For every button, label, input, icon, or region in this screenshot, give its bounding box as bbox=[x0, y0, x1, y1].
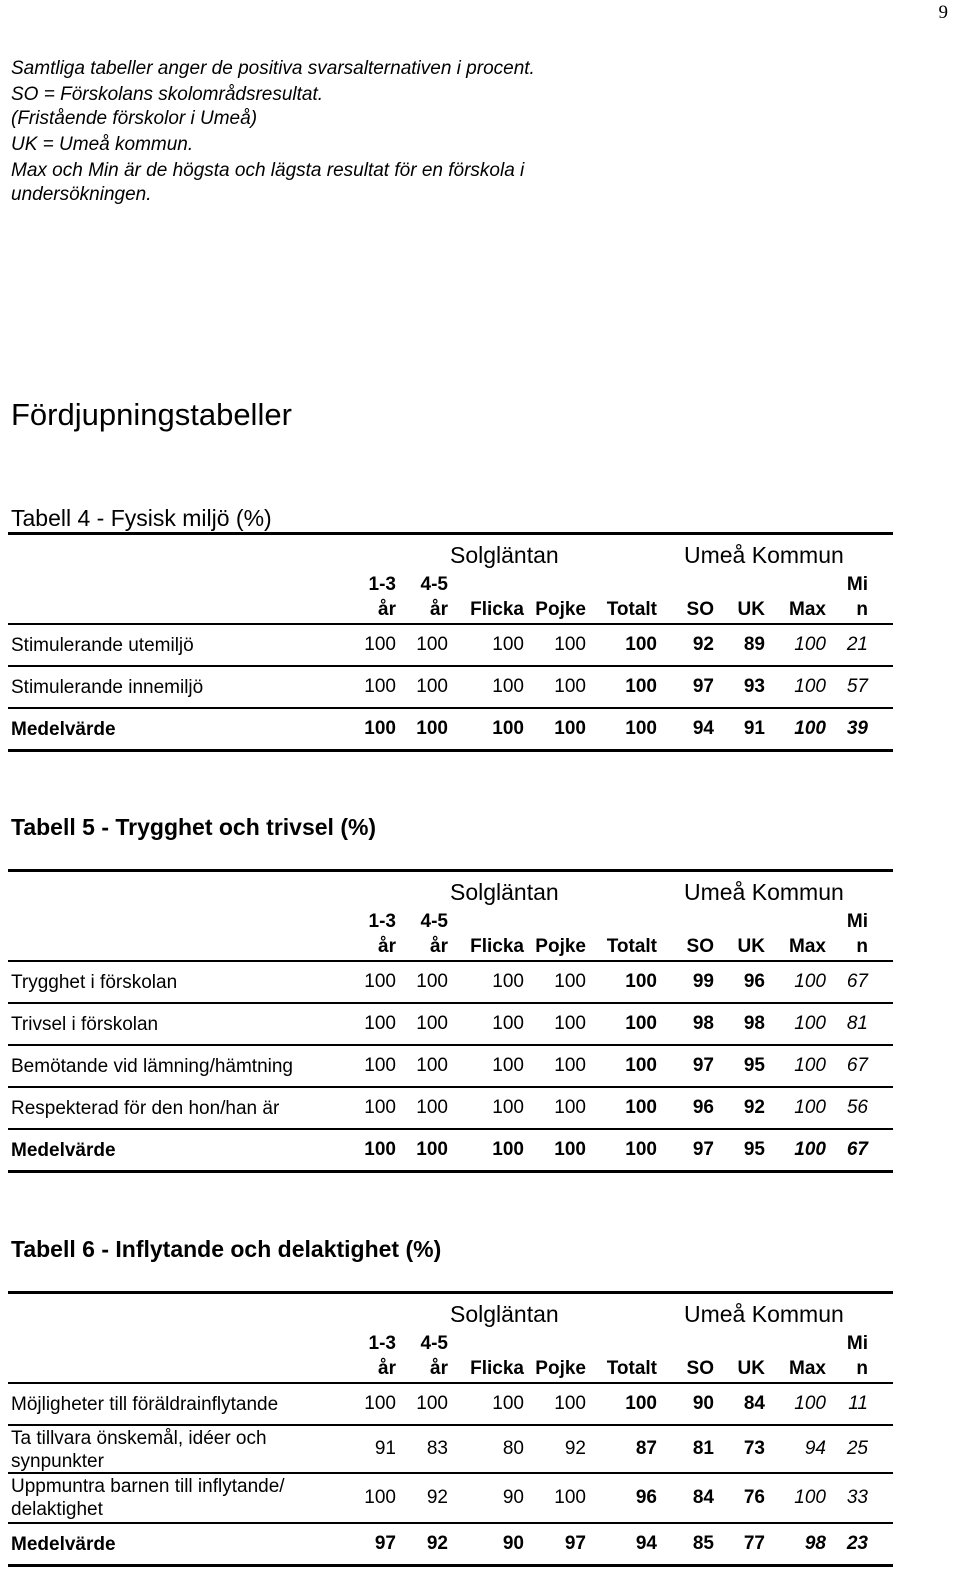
row-value: 100 bbox=[794, 676, 826, 697]
row-value: 97 bbox=[564, 1533, 586, 1554]
row-value: 76 bbox=[743, 1487, 765, 1508]
row-value: 96 bbox=[743, 971, 765, 992]
row-value: 100 bbox=[554, 634, 586, 655]
row-value: 100 bbox=[554, 676, 586, 697]
row-value: 100 bbox=[416, 971, 448, 992]
table-top-rule bbox=[8, 869, 893, 872]
row-value: 92 bbox=[564, 1438, 586, 1459]
row-value: 98 bbox=[692, 1013, 714, 1034]
row-label: Trygghet i förskolan bbox=[11, 972, 178, 993]
row-value: 84 bbox=[692, 1487, 714, 1508]
column-header-line bbox=[597, 572, 657, 597]
column-header bbox=[705, 909, 765, 959]
row-value: 97 bbox=[692, 1139, 714, 1160]
row-value: 94 bbox=[692, 718, 714, 739]
row-value: 100 bbox=[364, 1139, 396, 1160]
row-label: Respekterad för den hon/han är bbox=[11, 1098, 280, 1119]
column-header-line: Totalt bbox=[606, 1358, 657, 1379]
row-value: 100 bbox=[625, 634, 657, 655]
row-value: 97 bbox=[374, 1533, 396, 1554]
column-header-line: 4-5 bbox=[420, 574, 448, 595]
column-header bbox=[388, 909, 448, 959]
intro-line: Max och Min är de högsta och lägsta resultat för en förskola i undersökningen. bbox=[11, 160, 525, 205]
column-header-line: år bbox=[378, 936, 396, 957]
row-value: 98 bbox=[804, 1533, 826, 1554]
column-header-line: Flicka bbox=[470, 1358, 524, 1379]
column-header bbox=[526, 1331, 586, 1381]
row-value: 81 bbox=[846, 1013, 868, 1034]
row-value: 96 bbox=[635, 1487, 657, 1508]
column-header-line bbox=[705, 572, 765, 597]
row-value: 100 bbox=[554, 1013, 586, 1034]
row-value: 100 bbox=[554, 1055, 586, 1076]
row-value: 67 bbox=[846, 1055, 868, 1076]
row-value: 87 bbox=[635, 1438, 657, 1459]
row-value: 100 bbox=[416, 1013, 448, 1034]
row-value: 100 bbox=[554, 1139, 586, 1160]
row-value: 100 bbox=[625, 1393, 657, 1414]
group-header-umea-kommun: Umeå Kommun bbox=[684, 1301, 844, 1327]
summary-row bbox=[8, 1523, 893, 1565]
column-header-line bbox=[526, 1331, 586, 1356]
row-value: 100 bbox=[416, 1139, 448, 1160]
row-value: 85 bbox=[692, 1533, 714, 1554]
table-row bbox=[8, 1003, 893, 1045]
table-row bbox=[8, 1383, 893, 1425]
column-header-line: Mi bbox=[846, 1333, 868, 1354]
row-value: 100 bbox=[416, 718, 448, 739]
column-header-line: 1-3 bbox=[368, 911, 396, 932]
row-value: 92 bbox=[426, 1533, 448, 1554]
column-header-line: Max bbox=[789, 936, 826, 957]
column-header-line: Pojke bbox=[535, 599, 586, 620]
row-value: 100 bbox=[492, 1139, 524, 1160]
table-4-title: Tabell 4 - Fysisk miljö (%) bbox=[11, 505, 272, 531]
column-header-line: UK bbox=[737, 936, 765, 957]
row-value: 81 bbox=[692, 1438, 714, 1459]
column-header-line: SO bbox=[686, 599, 714, 620]
column-header-line bbox=[597, 909, 657, 934]
row-label: Ta tillvara önskemål, idéer och synpunkter bbox=[11, 1428, 267, 1472]
column-header-line bbox=[597, 1331, 657, 1356]
column-header bbox=[705, 572, 765, 622]
table-row bbox=[8, 961, 893, 1003]
column-header-line: år bbox=[430, 1358, 448, 1379]
row-value: 97 bbox=[692, 676, 714, 697]
row-value: 23 bbox=[846, 1533, 868, 1554]
column-header bbox=[336, 1331, 396, 1381]
row-value: 100 bbox=[492, 676, 524, 697]
row-value: 33 bbox=[846, 1487, 868, 1508]
row-label: Stimulerande innemiljö bbox=[11, 677, 204, 698]
row-value: 100 bbox=[794, 971, 826, 992]
row-value: 100 bbox=[364, 1393, 396, 1414]
row-value: 100 bbox=[492, 1097, 524, 1118]
row-value: 100 bbox=[364, 634, 396, 655]
column-header bbox=[464, 1331, 524, 1381]
group-header-solglantan: Solgläntan bbox=[450, 542, 559, 568]
row-value: 100 bbox=[554, 1393, 586, 1414]
column-header-line: Pojke bbox=[535, 1358, 586, 1379]
column-header bbox=[388, 1331, 448, 1381]
row-value: 94 bbox=[635, 1533, 657, 1554]
row-value: 73 bbox=[743, 1438, 765, 1459]
summary-row bbox=[8, 1129, 893, 1171]
row-label: Medelvärde bbox=[11, 719, 116, 740]
row-value: 100 bbox=[794, 1097, 826, 1118]
row-value: 95 bbox=[743, 1055, 765, 1076]
row-value: 100 bbox=[416, 676, 448, 697]
column-header bbox=[808, 572, 868, 622]
column-header-line: år bbox=[430, 599, 448, 620]
column-header bbox=[464, 909, 524, 959]
column-header-line: Mi bbox=[846, 574, 868, 595]
column-header bbox=[526, 572, 586, 622]
intro-text bbox=[11, 57, 551, 209]
column-header-line bbox=[464, 909, 524, 934]
row-value: 100 bbox=[364, 971, 396, 992]
column-header bbox=[526, 909, 586, 959]
row-value: 83 bbox=[426, 1438, 448, 1459]
row-value: 100 bbox=[492, 1393, 524, 1414]
row-value: 100 bbox=[625, 1139, 657, 1160]
row-label: Uppmuntra barnen till inflytande/ delaktighet bbox=[11, 1476, 285, 1520]
row-value: 67 bbox=[846, 1139, 868, 1160]
column-header-line: år bbox=[378, 599, 396, 620]
row-value: 25 bbox=[846, 1438, 868, 1459]
row-value: 99 bbox=[692, 971, 714, 992]
column-header-line: 1-3 bbox=[368, 1333, 396, 1354]
row-value: 100 bbox=[625, 1013, 657, 1034]
column-header-line bbox=[526, 572, 586, 597]
table-row bbox=[8, 666, 893, 708]
row-value: 100 bbox=[492, 718, 524, 739]
row-label: Medelvärde bbox=[11, 1140, 116, 1161]
column-header bbox=[705, 1331, 765, 1381]
column-header-line bbox=[705, 1331, 765, 1356]
column-header bbox=[808, 1331, 868, 1381]
row-value: 100 bbox=[625, 676, 657, 697]
column-header-line bbox=[464, 1331, 524, 1356]
row-value: 100 bbox=[794, 1013, 826, 1034]
group-header-solglantan: Solgläntan bbox=[450, 1301, 559, 1327]
page-heading: Fördjupningstabeller bbox=[11, 397, 292, 432]
row-value: 92 bbox=[743, 1097, 765, 1118]
row-value: 100 bbox=[625, 1055, 657, 1076]
row-value: 39 bbox=[846, 718, 868, 739]
column-header-line: år bbox=[378, 1358, 396, 1379]
column-header-line: Totalt bbox=[606, 599, 657, 620]
row-value: 97 bbox=[692, 1055, 714, 1076]
row-value: 90 bbox=[692, 1393, 714, 1414]
row-value: 100 bbox=[794, 1055, 826, 1076]
table-row bbox=[8, 1045, 893, 1087]
column-header-line: SO bbox=[686, 936, 714, 957]
row-value: 95 bbox=[743, 1139, 765, 1160]
column-header-line: SO bbox=[686, 1358, 714, 1379]
row-value: 100 bbox=[364, 1013, 396, 1034]
group-header-umea-kommun: Umeå Kommun bbox=[684, 542, 844, 568]
row-value: 100 bbox=[794, 1487, 826, 1508]
row-value: 89 bbox=[743, 634, 765, 655]
row-value: 91 bbox=[374, 1438, 396, 1459]
table-row bbox=[8, 1087, 893, 1129]
row-value: 100 bbox=[416, 1055, 448, 1076]
row-value: 93 bbox=[743, 676, 765, 697]
table-row bbox=[8, 1473, 893, 1523]
column-header-line: år bbox=[430, 936, 448, 957]
column-header-line: n bbox=[856, 599, 868, 620]
group-header-umea-kommun: Umeå Kommun bbox=[684, 879, 844, 905]
row-value: 92 bbox=[692, 634, 714, 655]
column-header bbox=[597, 909, 657, 959]
row-value: 100 bbox=[794, 634, 826, 655]
column-header-line: Pojke bbox=[535, 936, 586, 957]
row-value: 100 bbox=[794, 1139, 826, 1160]
table-6-title: Tabell 6 - Inflytande och delaktighet (%) bbox=[11, 1236, 442, 1262]
row-rule bbox=[8, 1170, 893, 1173]
column-header bbox=[464, 572, 524, 622]
row-value: 57 bbox=[846, 676, 868, 697]
row-value: 100 bbox=[364, 1097, 396, 1118]
row-value: 80 bbox=[502, 1438, 524, 1459]
column-header-line: n bbox=[856, 936, 868, 957]
row-value: 100 bbox=[492, 1055, 524, 1076]
row-value: 100 bbox=[794, 1393, 826, 1414]
row-label: Bemötande vid lämning/hämtning bbox=[11, 1056, 294, 1077]
column-header bbox=[597, 1331, 657, 1381]
group-header-solglantan: Solgläntan bbox=[450, 879, 559, 905]
column-header-line: n bbox=[856, 1358, 868, 1379]
column-header-line: 1-3 bbox=[368, 574, 396, 595]
row-value: 100 bbox=[554, 718, 586, 739]
column-header-line: Max bbox=[789, 1358, 826, 1379]
table-5-title: Tabell 5 - Trygghet och trivsel (%) bbox=[11, 814, 377, 840]
column-header-line bbox=[464, 572, 524, 597]
column-header-line: Flicka bbox=[470, 599, 524, 620]
row-rule bbox=[8, 749, 893, 752]
row-value: 100 bbox=[794, 718, 826, 739]
row-label: Stimulerande utemiljö bbox=[11, 635, 194, 656]
row-value: 91 bbox=[743, 718, 765, 739]
row-value: 100 bbox=[554, 1487, 586, 1508]
column-header bbox=[808, 909, 868, 959]
row-value: 100 bbox=[492, 1013, 524, 1034]
column-header-line: 4-5 bbox=[420, 911, 448, 932]
row-value: 100 bbox=[625, 1097, 657, 1118]
row-label: Möjligheter till föräldrainflytande bbox=[11, 1394, 279, 1415]
row-value: 77 bbox=[743, 1533, 765, 1554]
row-label: Medelvärde bbox=[11, 1534, 116, 1555]
row-value: 100 bbox=[364, 676, 396, 697]
row-value: 100 bbox=[416, 634, 448, 655]
row-value: 56 bbox=[846, 1097, 868, 1118]
row-value: 96 bbox=[692, 1097, 714, 1118]
column-header bbox=[388, 572, 448, 622]
intro-line: SO = Förskolans skolområdsresultat. (Fristående förskolor i Umeå) bbox=[11, 84, 324, 129]
row-value: 100 bbox=[416, 1393, 448, 1414]
row-value: 90 bbox=[502, 1533, 524, 1554]
table-row bbox=[8, 624, 893, 666]
row-value: 94 bbox=[804, 1438, 826, 1459]
intro-line: UK = Umeå kommun. bbox=[11, 134, 194, 155]
intro-line: Samtliga tabeller anger de positiva svarsalternativen i procent. bbox=[11, 58, 535, 79]
row-value: 100 bbox=[364, 1487, 396, 1508]
row-value: 84 bbox=[743, 1393, 765, 1414]
row-value: 100 bbox=[492, 971, 524, 992]
column-header-line: UK bbox=[737, 1358, 765, 1379]
column-header bbox=[336, 909, 396, 959]
column-header-line: Flicka bbox=[470, 936, 524, 957]
row-value: 100 bbox=[364, 718, 396, 739]
column-header-line: Mi bbox=[846, 911, 868, 932]
row-value: 100 bbox=[492, 634, 524, 655]
column-header-line bbox=[705, 909, 765, 934]
row-value: 100 bbox=[416, 1097, 448, 1118]
table-row bbox=[8, 1425, 893, 1473]
row-value: 90 bbox=[502, 1487, 524, 1508]
row-label: Trivsel i förskolan bbox=[11, 1014, 159, 1035]
column-header bbox=[597, 572, 657, 622]
row-value: 100 bbox=[554, 1097, 586, 1118]
row-value: 11 bbox=[848, 1393, 868, 1414]
column-header-line: 4-5 bbox=[420, 1333, 448, 1354]
row-rule bbox=[8, 1564, 893, 1567]
column-header-line: Max bbox=[789, 599, 826, 620]
column-header-line: UK bbox=[737, 599, 765, 620]
table-top-rule bbox=[8, 1291, 893, 1294]
row-value: 92 bbox=[426, 1487, 448, 1508]
table-top-rule bbox=[8, 532, 893, 535]
row-value: 100 bbox=[625, 718, 657, 739]
row-value: 100 bbox=[625, 971, 657, 992]
row-value: 21 bbox=[846, 634, 868, 655]
summary-row bbox=[8, 708, 893, 750]
column-header-line bbox=[526, 909, 586, 934]
column-header bbox=[336, 572, 396, 622]
row-value: 100 bbox=[364, 1055, 396, 1076]
page-number: 9 bbox=[938, 2, 948, 23]
column-header-line: Totalt bbox=[606, 936, 657, 957]
row-value: 67 bbox=[846, 971, 868, 992]
row-value: 100 bbox=[554, 971, 586, 992]
row-value: 98 bbox=[743, 1013, 765, 1034]
